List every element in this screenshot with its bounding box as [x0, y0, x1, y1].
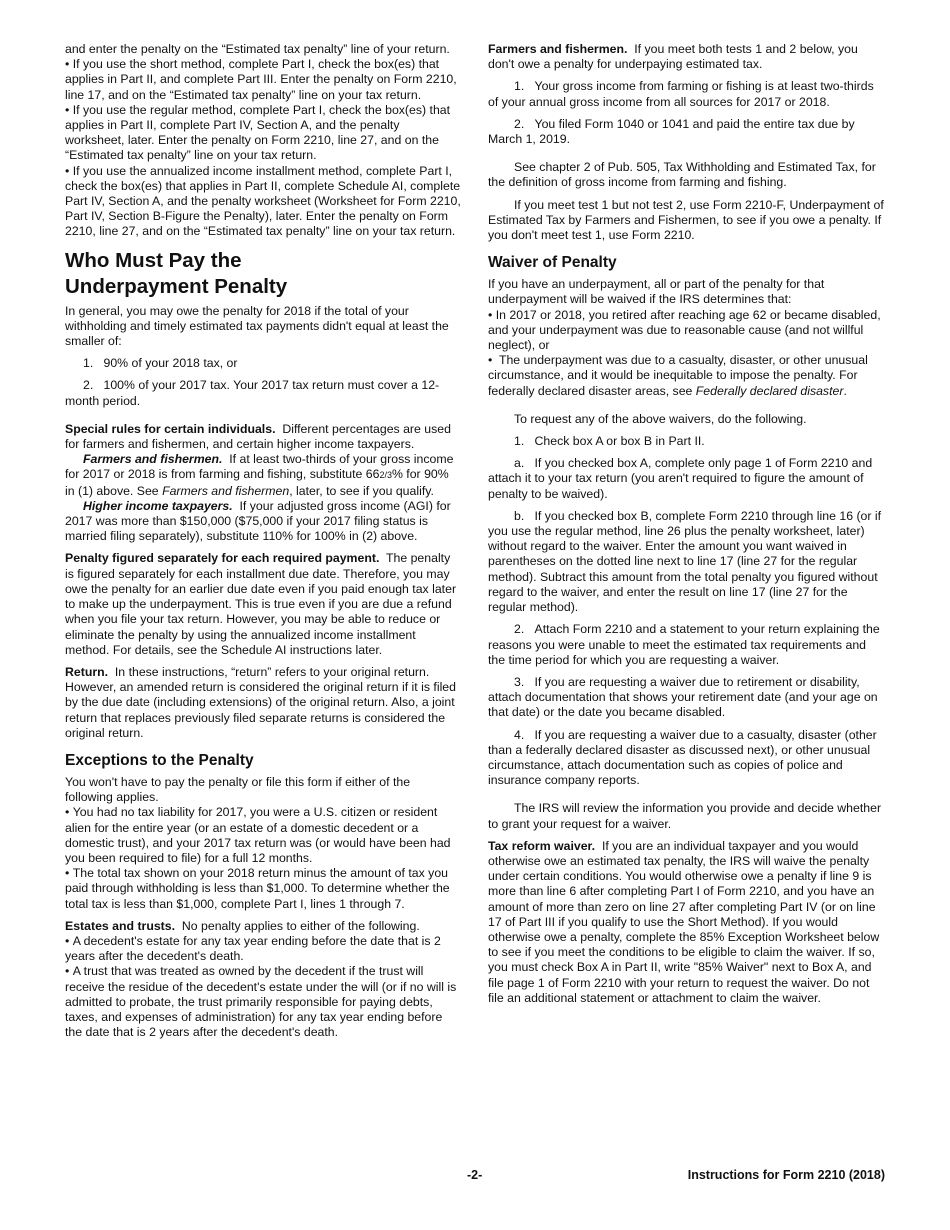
waiver-bullet: • The underpayment was due to a casualty, disaster, or other unusual circumstance, and it would be inequitable to impose the penalty. For federally declared disaster areas, see Federally declared disaster. [488, 353, 885, 399]
step-item: a. If you checked box A, complete only page 1 of Form 2210 and attach it to your tax return (you aren't required to figure the amount of penalty to be waived). [488, 456, 873, 501]
step-item: 3. If you are requesting a waiver due to retirement or disability, attach documentation that shows your retirement date (and your age on that date) or the date you became disabled. [488, 674, 878, 720]
section-heading-exceptions: Exceptions to the Penalty [65, 751, 254, 769]
estates-paragraph: Estates and trusts. No penalty applies to either of the following. [65, 918, 420, 933]
tax-reform-paragraph: Tax reform waiver. If you are an individual taxpayer and you would otherwise owe an estimated tax penalty, the IRS will waive the penalty under certain conditions. You would otherwise owe a penalty if line 9 is more than line 6 after completing Part I of Form 2210, and you have an amount of more than zero on line 27 after completing Part IV (or on line 17 of Part III if you qualify to use the Short Method). If you would otherwise owe a penalty, complete the 85% Exception Worksheet below to see if you meet the conditions to be eligible to claim the waiver. If so, you must check Box A in Part II, write "85% Waiver" next to Box A, and file page 1 of Form 2210 with your return to request the waiver. Do not file an additional statement or attachment to claim the waiver. [488, 838, 880, 1005]
step-item: 2. Attach Form 2210 and a statement to your return explaining the reasons you were unable to meet the estimated tax requirements and the time period for which you are requesting a waiver. [488, 622, 880, 667]
review-paragraph: The IRS will review the information you provide and decide whether to grant your request for a waiver. [488, 801, 882, 831]
test-item: 1. Your gross income from farming or fishing is at least two-thirds of your annual gross income from all sources for 2017 or 2018. [488, 79, 874, 109]
right-column [488, 42, 885, 1013]
estates-bullet: • A trust that was treated as owned by the decedent if the trust will receive the residue of the decedent's estate under the will (or if no will is admitted to probate, the trust primarily responsible for paying debts, taxes, and expenses of administration) for any tax year ending before the date that is 2 years after the decedent's death. [65, 964, 461, 1040]
left-column [65, 42, 461, 1040]
intro-bullet: • If you use the annualized income installment method, complete Part I, check the box(es) that applies in Part II, complete Schedule AI, complete Part IV, Section A, and the penalty worksheet (Worksheet for Form 2210, Part IV, Section B-Figure the Penalty), later. Enter the penalty on Form 2210, line 27, and on the “Estimated tax penalty” line on your tax return. [65, 164, 461, 240]
page-number: -2- [467, 1168, 483, 1182]
special-rules-paragraph: Special rules for certain individuals. Different percentages are used for farmers and fishermen, and certain higher income taxpayers. [65, 421, 451, 452]
return-paragraph: Return. In these instructions, “return” refers to your original return. However, an amended return is considered the original return if it is filed by the due date (including extensions) of the original return. Also, a joint return that replaces previously filed separate returns is considered the original return. [65, 664, 456, 740]
list-item: 2. 100% of your 2017 tax. Your 2017 tax return must cover a 12-month period. [65, 378, 440, 408]
test-item: 2. You filed Form 1040 or 1041 and paid the entire tax due by March 1, 2019. [488, 116, 855, 147]
see-pub-paragraph: See chapter 2 of Pub. 505, Tax Withholding and Estimated Tax, for the definition of gross income from farming and fishing. [488, 160, 876, 190]
exception-bullet: • You had no tax liability for 2017, you were a U.S. citizen or resident alien for the entire year (or an estate of a domestic decedent or a domestic trust), and your 2017 tax return was (or would have been had you been required to file) for a full 12 months. [65, 805, 461, 866]
test1-paragraph: If you meet test 1 but not test 2, use Form 2210-F, Underpayment of Estimated Tax by Farmers and Fishermen, to see if you owe a penalty. If you don't meet test 1, use Form 2210. [488, 197, 884, 243]
section-heading-waiver: Waiver of Penalty [488, 254, 617, 272]
intro-bullet: • If you use the regular method, complete Part I, check the box(es) that applies in Part II, complete Part IV, Section A, and the penalty worksheet, later. Enter the penalty on Form 2210, line 27, and on the “Estimated tax penalty” line on your tax return. [65, 103, 461, 164]
request-paragraph: To request any of the above waivers, do the following. [514, 411, 807, 426]
step-item: 1. Check box A or box B in Part II. [514, 434, 705, 449]
general-paragraph: In general, you may owe the penalty for 2018 if the total of your withholding and timely estimated tax payments didn't equal at least the smaller of: [65, 303, 449, 349]
waiver-bullet: • In 2017 or 2018, you retired after reaching age 62 or became disabled, and your underpayment was due to reasonable cause (and not willful neglect), or [488, 308, 885, 354]
exceptions-intro: You won't have to pay the penalty or file this form if either of the following applies. [65, 774, 411, 805]
farmers-fishermen-paragraph: Farmers and fishermen. If you meet both tests 1 and 2 below, you don't owe a penalty for underpaying estimated tax. [488, 42, 858, 72]
penalty-figured-paragraph: Penalty figured separately for each required payment. The penalty is figured separately for each installment due date. Therefore, you may owe the penalty for an earlier due date even if you paid enough tax later to make up the underpayment. This is true even if you are due a refund when you file your tax return. However, you may be able to reduce or eliminate the penalty by using the annualized income installment method. For details, see the Schedule AI instructions later. [65, 551, 457, 657]
document-title: Instructions for Form 2210 (2018) [687, 1168, 885, 1182]
farmers-paragraph: Farmers and fishermen. If at least two-thirds of your gross income for 2017 or 2018 is from farming and fishing, substitute 662/3% for 90% in (1) above. See Farmers and fishermen, later, to see if you qualify. [65, 452, 454, 498]
intro-bullet: • If you use the short method, complete Part I, check the box(es) that applies in Part II, and complete Part III. Enter the penalty on Form 2210, line 17, and on the “Estimated tax penalty” line on your tax return. [65, 57, 461, 103]
intro-continuation: and enter the penalty on the “Estimated tax penalty” line of your return. [65, 42, 450, 56]
estates-bullet: • A decedent's estate for any tax year ending before the date that is 2 years after the decedent's death. [65, 934, 461, 964]
step-item: b. If you checked box B, complete Form 2210 through line 16 (or if you use the regular method, line 26 plus the penalty worksheet, later) without regard to the waiver. Enter the amount you want waived in parentheses on the dotted line next to line 17 (line 27 for the regular method). Subtract this amount from the total penalty you figured without regard to the waiver, and enter the result on line 17 (line 27 for the regular method). [488, 508, 882, 615]
step-item: 4. If you are requesting a waiver due to a casualty, disaster (other than a federally declared disaster as discussed next), or other unusual circumstance, attach documentation such as copies of police and insurance company reports. [488, 727, 877, 788]
waiver-intro: If you have an underpayment, all or part of the penalty for that underpayment will be waived if the IRS determines that: [488, 277, 825, 307]
list-item: 1. 90% of your 2018 tax, or [83, 356, 238, 371]
higher-income-paragraph: Higher income taxpayers. If your adjusted gross income (AGI) for 2017 was more than $150,000 ($75,000 if your 2017 filing status is married filing separately), substitute 110% for 100% in (2) above. [65, 498, 451, 544]
section-heading-who-must-pay: Who Must Pay the Underpayment Penalty [65, 248, 288, 298]
exception-bullet: • The total tax shown on your 2018 return minus the amount of tax you paid through withholding is less than $1,000. To determine whether the total tax is less than $1,000, complete Part I, lines 1 through 7. [65, 866, 461, 912]
